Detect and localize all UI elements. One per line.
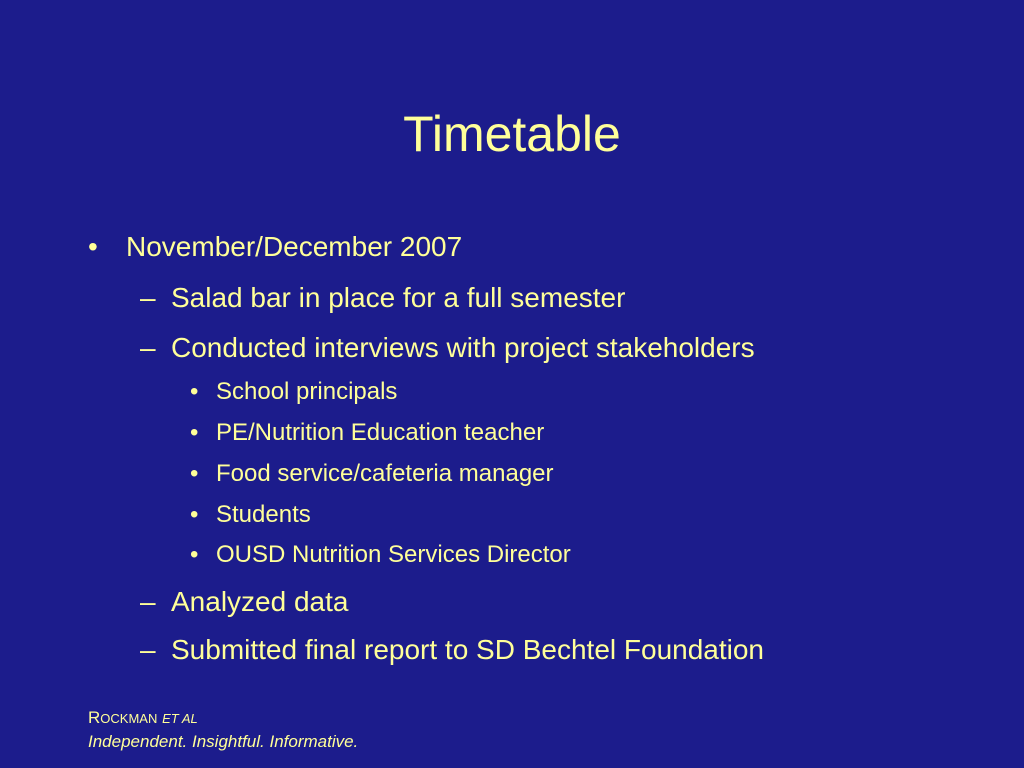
list-item-text: OUSD Nutrition Services Director (216, 541, 571, 568)
list-item-text: Students (216, 501, 311, 528)
dash-marker: – (140, 282, 156, 313)
bullet-marker: • (190, 419, 199, 446)
dash-marker: – (140, 634, 156, 665)
list-item-text: Salad bar in place for a full semester (171, 282, 626, 313)
list-item-text: PE/Nutrition Education teacher (216, 419, 545, 446)
list-item-text: School principals (216, 378, 398, 405)
footer (88, 706, 358, 753)
bullet-marker: • (88, 231, 98, 262)
company-name (88, 706, 358, 730)
list-item-text: November/December 2007 (126, 231, 463, 262)
bullet-marker: • (190, 501, 199, 528)
dash-marker: – (140, 586, 156, 617)
company-rest: OCKMAN (100, 711, 158, 726)
company-suffix: ET AL (162, 711, 198, 726)
tagline: Independent. Insightful. Informative. (88, 732, 359, 751)
bullet-marker: • (190, 460, 199, 487)
list-item-text: Food service/cafeteria manager (216, 460, 554, 487)
bullet-marker: • (190, 378, 199, 405)
list-item-text: Conducted interviews with project stakeholders (171, 332, 755, 363)
list-item-text: Analyzed data (171, 586, 349, 617)
company-initial: R (88, 708, 101, 727)
dash-marker: – (140, 332, 156, 363)
bullet-marker: • (190, 541, 199, 568)
list-item-text: Submitted final report to SD Bechtel Foundation (171, 634, 765, 665)
slide-title: Timetable (403, 106, 621, 162)
